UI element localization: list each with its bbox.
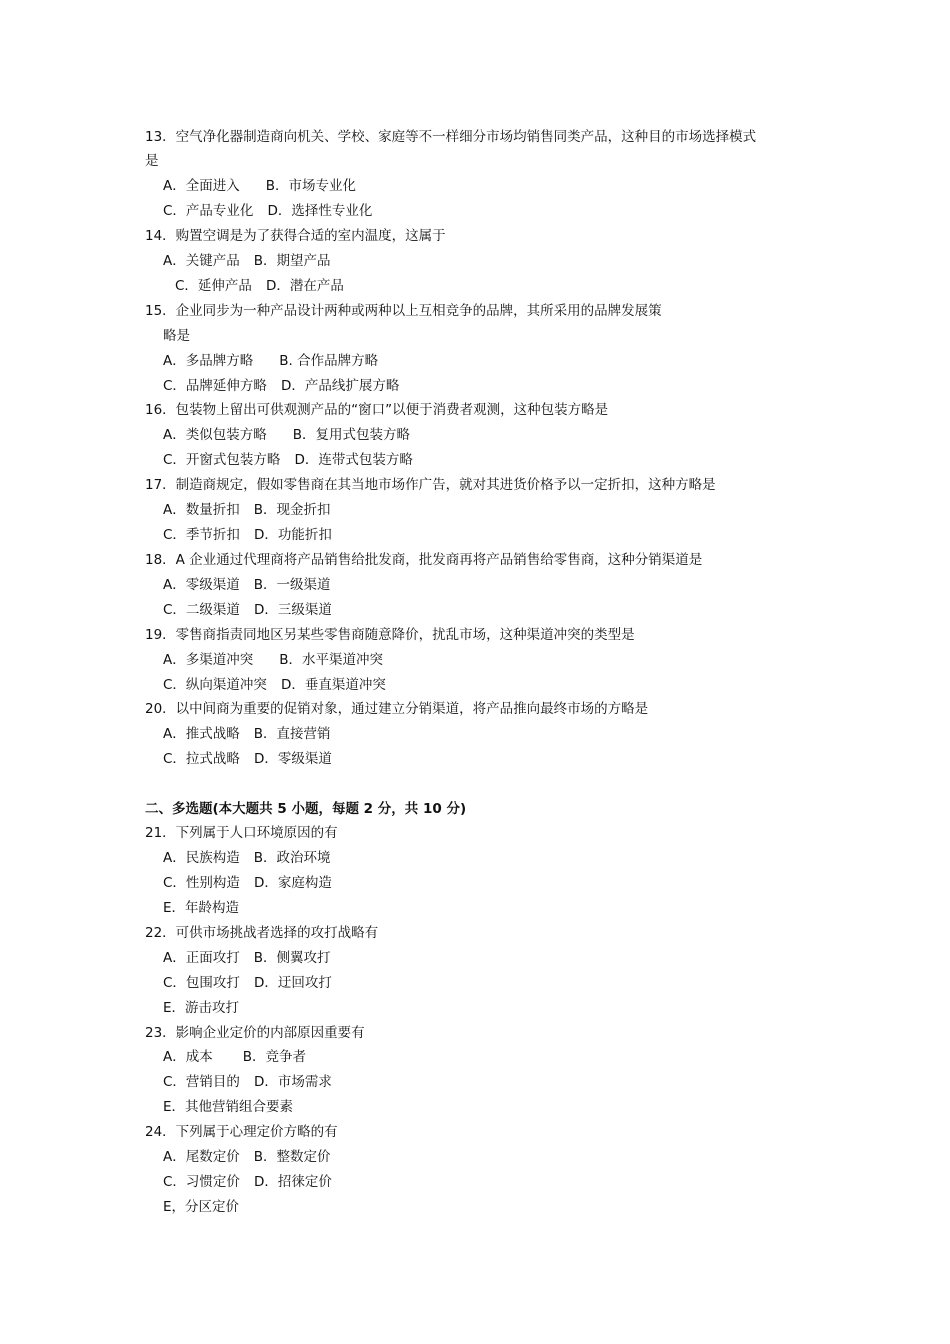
question-16-options-ab bbox=[163, 426, 823, 444]
question-13-stem: 13．空气净化器制造商向机关、学校、家庭等不一样细分市场均销售同类产品，这种目的市场选择模式 bbox=[145, 129, 757, 145]
question-20-options-cd bbox=[163, 750, 823, 768]
question-16-option-d: D．连带式包装方略 bbox=[294, 452, 413, 468]
question-23-option-a: A．成本 bbox=[163, 1049, 213, 1065]
question-22-option-a: A．正面攻打 bbox=[163, 950, 240, 966]
question-22-options-ab bbox=[163, 949, 823, 967]
question-22-options-cd bbox=[163, 974, 823, 992]
question-23-option-d: D．市场需求 bbox=[253, 1074, 332, 1090]
question-21-option-d: D．家庭构造 bbox=[253, 875, 332, 891]
question-13-stem-continued: 是 bbox=[145, 153, 159, 169]
question-19-option-d: D．垂直渠道冲突 bbox=[280, 677, 386, 693]
question-15-options-ab bbox=[163, 352, 823, 370]
question-17-option-b: B．现金折扣 bbox=[253, 502, 331, 518]
question-18-option-d: D．三级渠道 bbox=[253, 602, 332, 618]
question-23-option-b: B．竞争者 bbox=[242, 1049, 307, 1065]
question-21-option-c: C．性别构造 bbox=[163, 875, 240, 891]
question-16-option-b: B．复用式包装方略 bbox=[292, 427, 411, 443]
question-24-options-ab bbox=[163, 1148, 823, 1166]
question-19-stem: 19．零售商指责同地区另某些零售商随意降价，扰乱市场，这种渠道冲突的类型是 bbox=[145, 627, 635, 643]
question-18-option-a: A．零级渠道 bbox=[163, 577, 240, 593]
question-22-option-d: D．迂回攻打 bbox=[253, 975, 332, 991]
question-14-option-d: D．潜在产品 bbox=[265, 278, 344, 294]
question-18-options-cd bbox=[163, 601, 823, 619]
question-20-stem: 20．以中间商为重要的促销对象，通过建立分销渠道，将产品推向最终市场的方略是 bbox=[145, 701, 649, 717]
question-23-option-c: C．营销目的 bbox=[163, 1074, 240, 1090]
question-18-options-ab bbox=[163, 576, 823, 594]
question-17-option-c: C．季节折扣 bbox=[163, 527, 240, 543]
question-24-options-cd bbox=[163, 1173, 823, 1191]
question-20-option-b: B．直接营销 bbox=[253, 726, 331, 742]
question-21-option-a: A．民族构造 bbox=[163, 850, 240, 866]
question-20-option-d: D．零级渠道 bbox=[253, 751, 332, 767]
question-23-stem: 23．影响企业定价的内部原因重要有 bbox=[145, 1025, 365, 1041]
question-15-option-b: B. 合作品牌方略 bbox=[279, 353, 379, 369]
question-14-options-ab bbox=[163, 252, 823, 270]
question-23-options-ab bbox=[163, 1048, 823, 1066]
question-18-option-b: B．一级渠道 bbox=[253, 577, 331, 593]
question-21-option-e: E．年龄构造 bbox=[163, 900, 240, 916]
question-13-option-b: B．市场专业化 bbox=[265, 178, 357, 194]
question-14-option-c: C．延伸产品 bbox=[175, 278, 252, 294]
question-24-stem: 24．下列属于心理定价方略的有 bbox=[145, 1124, 338, 1140]
question-13-options-ab bbox=[163, 177, 823, 195]
question-21-option-b: B．政治环境 bbox=[253, 850, 331, 866]
question-19-options-ab bbox=[163, 651, 823, 669]
question-20-options-ab bbox=[163, 725, 823, 743]
question-23-options-cd bbox=[163, 1073, 823, 1091]
question-13-option-a: A．全面进入 bbox=[163, 178, 240, 194]
question-22-option-e: E．游击攻打 bbox=[163, 1000, 240, 1016]
question-18-option-c: C．二级渠道 bbox=[163, 602, 240, 618]
question-19-option-b: B．水平渠道冲突 bbox=[279, 652, 384, 668]
question-19-options-cd bbox=[163, 676, 823, 694]
section-2-heading: 二、多选题(本大题共 5 小题，每题 2 分，共 10 分) bbox=[145, 801, 467, 817]
question-24-option-e: E，分区定价 bbox=[163, 1199, 240, 1215]
question-15-options-cd bbox=[163, 377, 823, 395]
question-16-stem: 16．包装物上留出可供观测产品的“窗口”以便于消费者观测，这种包装方略是 bbox=[145, 402, 609, 418]
question-22-option-c: C．包围攻打 bbox=[163, 975, 240, 991]
question-20-option-a: A．推式战略 bbox=[163, 726, 240, 742]
question-17-option-d: D．功能折扣 bbox=[253, 527, 332, 543]
question-17-options-cd bbox=[163, 526, 823, 544]
question-21-options-cd bbox=[163, 874, 823, 892]
question-16-options-cd bbox=[163, 451, 823, 469]
question-15-stem: 15．企业同步为一种产品设计两种或两种以上互相竞争的品牌，其所采用的品牌发展策 bbox=[145, 303, 662, 319]
question-21-options-ab bbox=[163, 849, 823, 867]
question-22-stem: 22．可供市场挑战者选择的攻打战略有 bbox=[145, 925, 379, 941]
question-19-option-a: A．多渠道冲突 bbox=[163, 652, 254, 668]
question-14-options-cd bbox=[175, 277, 835, 295]
question-15-stem-continued: 略是 bbox=[163, 328, 190, 344]
question-24-option-d: D．招徕定价 bbox=[253, 1174, 332, 1190]
question-16-option-c: C．开窗式包装方略 bbox=[163, 452, 281, 468]
question-19-option-c: C．纵向渠道冲突 bbox=[163, 677, 267, 693]
question-24-option-a: A．尾数定价 bbox=[163, 1149, 240, 1165]
question-13-option-d: D．选择性专业化 bbox=[267, 203, 373, 219]
question-22-option-b: B．侧翼攻打 bbox=[253, 950, 331, 966]
question-17-stem: 17．制造商规定，假如零售商在其当地市场作广告，就对其进货价格予以一定折扣，这种方略是 bbox=[145, 477, 716, 493]
question-15-option-c: C．品牌延伸方略 bbox=[163, 378, 267, 394]
question-14-option-b: B．期望产品 bbox=[253, 253, 331, 269]
question-21-stem: 21．下列属于人口环境原因的有 bbox=[145, 825, 338, 841]
question-13-option-c: C．产品专业化 bbox=[163, 203, 254, 219]
question-23-option-e: E．其他营销组合要素 bbox=[163, 1099, 294, 1115]
question-24-option-c: C．习惯定价 bbox=[163, 1174, 240, 1190]
question-14-option-a: A．关键产品 bbox=[163, 253, 240, 269]
question-18-stem: 18．A 企业通过代理商将产品销售给批发商，批发商再将产品销售给零售商，这种分销渠道是 bbox=[145, 552, 703, 568]
question-15-option-a: A．多品牌方略 bbox=[163, 353, 254, 369]
question-14-stem: 14．购置空调是为了获得合适的室内温度，这属于 bbox=[145, 228, 446, 244]
question-13-options-cd bbox=[163, 202, 823, 220]
question-17-options-ab bbox=[163, 501, 823, 519]
question-24-option-b: B．整数定价 bbox=[253, 1149, 331, 1165]
question-16-option-a: A．类似包装方略 bbox=[163, 427, 267, 443]
question-15-option-d: D．产品线扩展方略 bbox=[280, 378, 400, 394]
question-17-option-a: A．数量折扣 bbox=[163, 502, 240, 518]
question-20-option-c: C．拉式战略 bbox=[163, 751, 240, 767]
